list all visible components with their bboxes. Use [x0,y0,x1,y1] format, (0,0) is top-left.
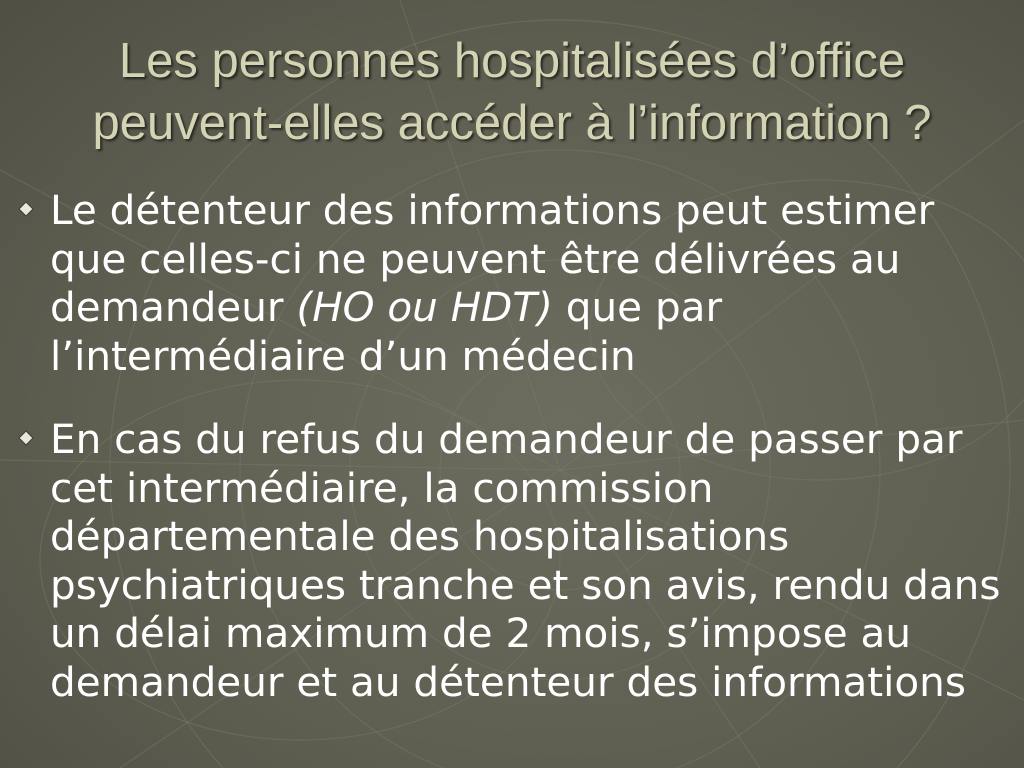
bullet-1-text-start: Le détenteur des informations peut estimer que celles-ci ne peuvent être délivrées au demandeur [50,186,935,331]
bullet-1-text-end: que par l’intermédiaire d’un médecin [50,283,723,380]
slide-title-line-2: peuvent-elles accéder à l’information ? [92,96,932,150]
bullet-text-1 [50,186,934,380]
diamond-bullet-icon [14,422,38,454]
bullet-1-emphasis: (HO ou HDT) [296,283,553,331]
slide-title [0,30,1024,154]
bullet-item-1 [14,186,1014,380]
bullet-item-2 [14,415,1014,706]
bullet-list [14,186,1014,706]
bullet-text-2: En cas du refus du demandeur de passer par cet intermédiaire, la commission départementale des hospitalisations psychiatriques tranche et son avis, rendu dans un délai maximum de 2 mois, s’impose au demandeur et au détenteur des informations [50,415,1001,706]
slide-title-line-1: Les personnes hospitalisées d’office [118,34,906,88]
diamond-bullet-icon [14,193,38,225]
